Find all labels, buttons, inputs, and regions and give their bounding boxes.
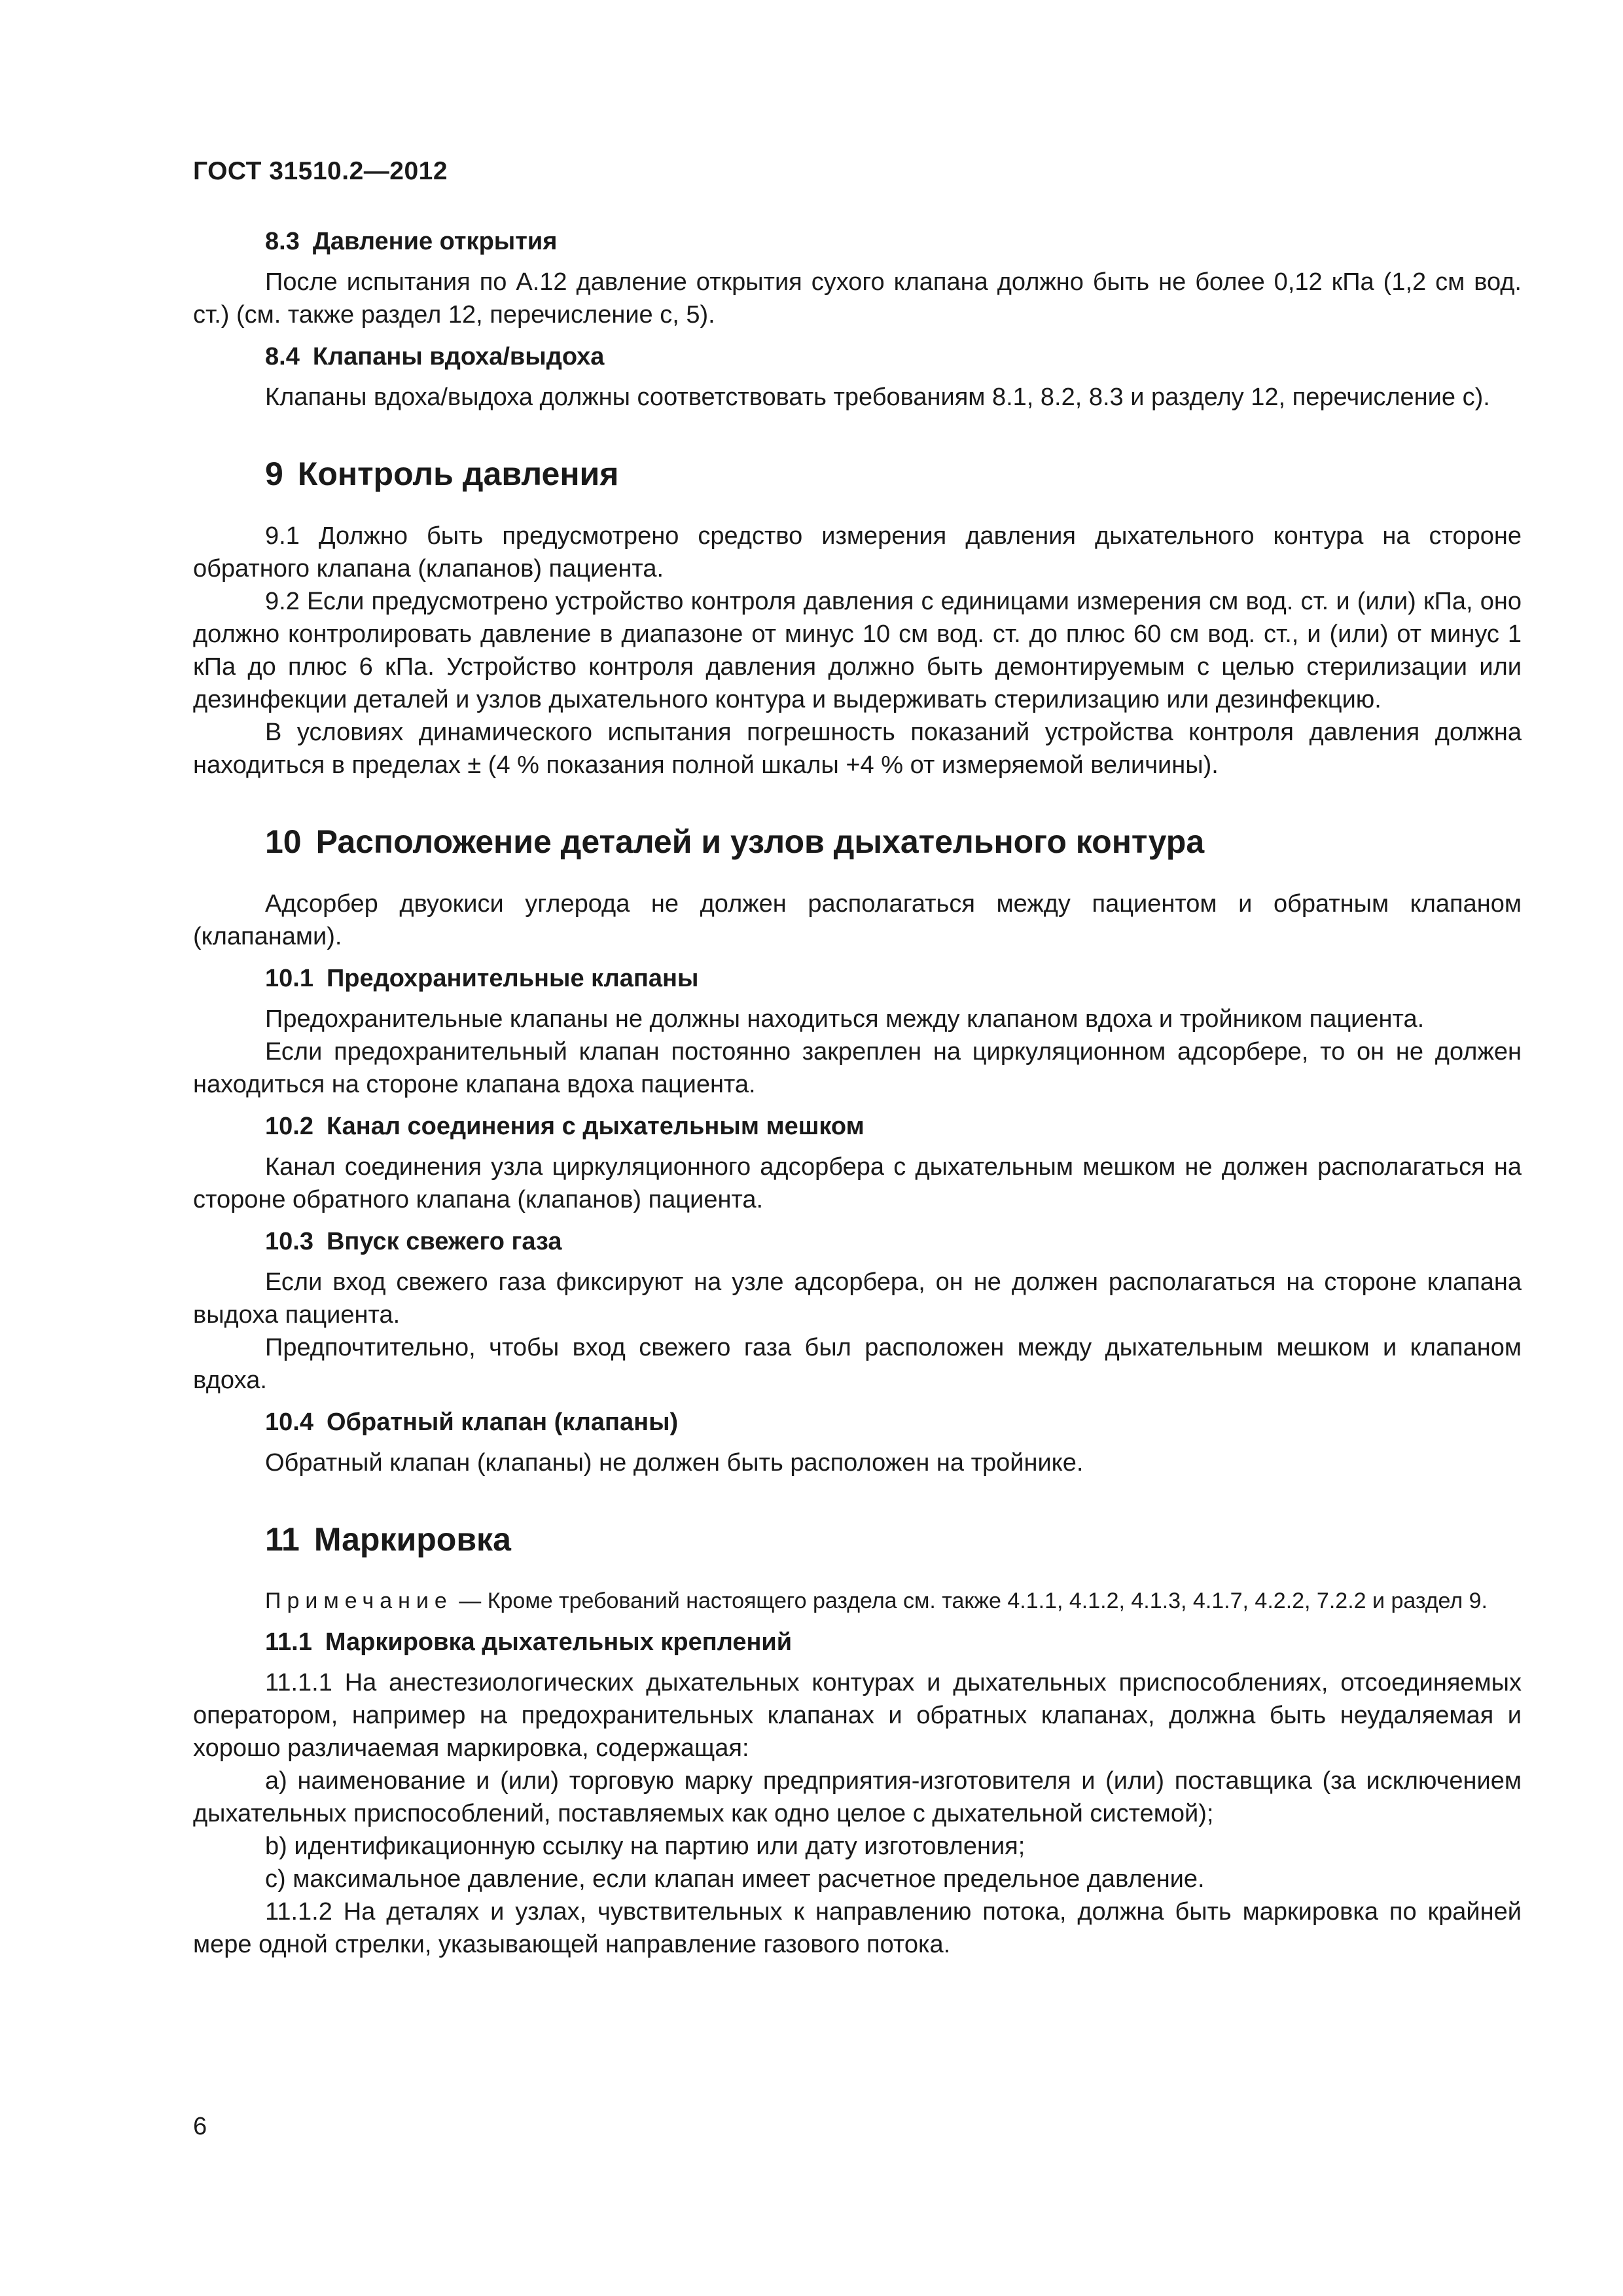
section-number: 11.1 <box>265 1628 312 1656</box>
section-10-2-heading <box>193 1110 1522 1143</box>
section-title: Впуск свежего газа <box>326 1228 562 1255</box>
section-title: Давление открытия <box>312 228 558 255</box>
paragraph: Если предохранительный клапан постоянно закреплен на циркуляционном адсорбере, то он не должен находиться на стороне клапана вдоха пациента. <box>193 1038 1522 1098</box>
section-number: 11 <box>265 1521 300 1558</box>
section-number: 8.3 <box>265 228 300 255</box>
paragraph: Канал соединения узла циркуляционного адсорбера с дыхательным мешком не должен располагаться на стороне обратного клапана (клапанов) пациента. <box>193 1153 1522 1213</box>
note <box>193 1585 1522 1617</box>
list-item: c) максимальное давление, если клапан имеет расчетное предельное давление. <box>265 1865 1205 1893</box>
section-9-heading <box>193 454 1522 493</box>
section-10-4-heading <box>193 1406 1522 1439</box>
paragraph: Обратный клапан (клапаны) не должен быть расположен на тройнике. <box>265 1449 1084 1477</box>
section-number: 10 <box>265 823 302 860</box>
note-label: Примечание <box>265 1588 453 1613</box>
section-title: Маркировка дыхательных креплений <box>325 1628 793 1656</box>
section-title: Канал соединения с дыхательным мешком <box>326 1113 865 1140</box>
paragraph: 9.2 Если предусмотрено устройство контроля давления с единицами измерения см вод. ст. и (или) кПа, оно должно контролировать давление в диапазоне от минус 10 см вод. ст. до плюс 60 см вод. ст., и (или) от минус 1 кПа до плюс 6 кПа. Устройство контроля давления должно быть демонтируемым с целью стерилизации или дезинфекции деталей и узлов дыхательного контура и выдерживать стерилизацию или дезинфекцию. <box>193 588 1522 713</box>
document-page <box>193 157 1522 1961</box>
section-10-3-heading <box>193 1225 1522 1258</box>
paragraph: После испытания по А.12 давление открытия сухого клапана должно быть не более 0,12 кПа (1,2 см вод. ст.) (см. также раздел 12, перечисление с, 5). <box>193 268 1522 329</box>
section-8-4-heading <box>193 340 1522 373</box>
section-11-1-heading <box>193 1626 1522 1659</box>
paragraph: Если вход свежего газа фиксируют на узле адсорбера, он не должен располагаться на стороне клапана выдоха пациента. <box>193 1268 1522 1329</box>
paragraph: Предохранительные клапаны не должны находиться между клапаном вдоха и тройником пациента. <box>265 1005 1425 1033</box>
section-11-heading <box>193 1520 1522 1559</box>
section-number: 9 <box>265 456 283 492</box>
paragraph: Предпочтительно, чтобы вход свежего газа был расположен между дыхательным мешком и клапаном вдоха. <box>193 1334 1522 1394</box>
document-header: ГОСТ 31510.2—2012 <box>193 157 448 185</box>
section-title: Клапаны вдоха/выдоха <box>312 343 605 370</box>
paragraph: Адсорбер двуокиси углерода не должен располагаться между пациентом и обратным клапаном (клапанами). <box>193 890 1522 950</box>
section-title: Расположение деталей и узлов дыхательного контура <box>315 823 1205 860</box>
paragraph: В условиях динамического испытания погрешность показаний устройства контроля давления должна находиться в пределах ± (4 % показания полной шкалы +4 % от измеряемой величины). <box>193 719 1522 779</box>
section-title: Предохранительные клапаны <box>326 965 699 992</box>
section-10-heading <box>193 822 1522 861</box>
section-8-3-heading <box>193 225 1522 258</box>
section-number: 10.1 <box>265 965 313 992</box>
paragraph: Клапаны вдоха/выдоха должны соответствовать требованиям 8.1, 8.2, 8.3 и разделу 12, перечисление с). <box>265 384 1490 411</box>
paragraph: 11.1.2 На деталях и узлах, чувствительных к направлению потока, должна быть маркировка по крайней мере одной стрелки, указывающей направление газового потока. <box>193 1898 1522 1958</box>
page-number: 6 <box>193 2113 207 2140</box>
note-text: — Кроме требований настоящего раздела см. также 4.1.1, 4.1.2, 4.1.3, 4.1.7, 4.2.2, 7.2.2 и раздел 9. <box>452 1588 1488 1613</box>
section-number: 8.4 <box>265 343 300 370</box>
section-number: 10.3 <box>265 1228 313 1255</box>
paragraph: 9.1 Должно быть предусмотрено средство измерения давления дыхательного контура на стороне обратного клапана (клапанов) пациента. <box>193 522 1522 583</box>
paragraph: 11.1.1 На анестезиологических дыхательных контурах и дыхательных приспособлениях, отсоединяемых оператором, например на предохранительных клапанах и обратных клапанах, должна быть неудаляемая и хорошо различаемая маркировка, содержащая: <box>193 1669 1522 1762</box>
section-title: Контроль давления <box>297 456 619 492</box>
section-title: Обратный клапан (клапаны) <box>326 1408 679 1436</box>
section-number: 10.2 <box>265 1113 313 1140</box>
list-item: a) наименование и (или) торговую марку предприятия-изготовителя и (или) поставщика (за исключением дыхательных приспособлений, поставляемых как одно целое с дыхательной системой); <box>193 1767 1522 1827</box>
list-item: b) идентификационную ссылку на партию или дату изготовления; <box>265 1833 1026 1860</box>
section-number: 10.4 <box>265 1408 313 1436</box>
section-10-1-heading <box>193 962 1522 995</box>
section-title: Маркировка <box>313 1521 511 1558</box>
